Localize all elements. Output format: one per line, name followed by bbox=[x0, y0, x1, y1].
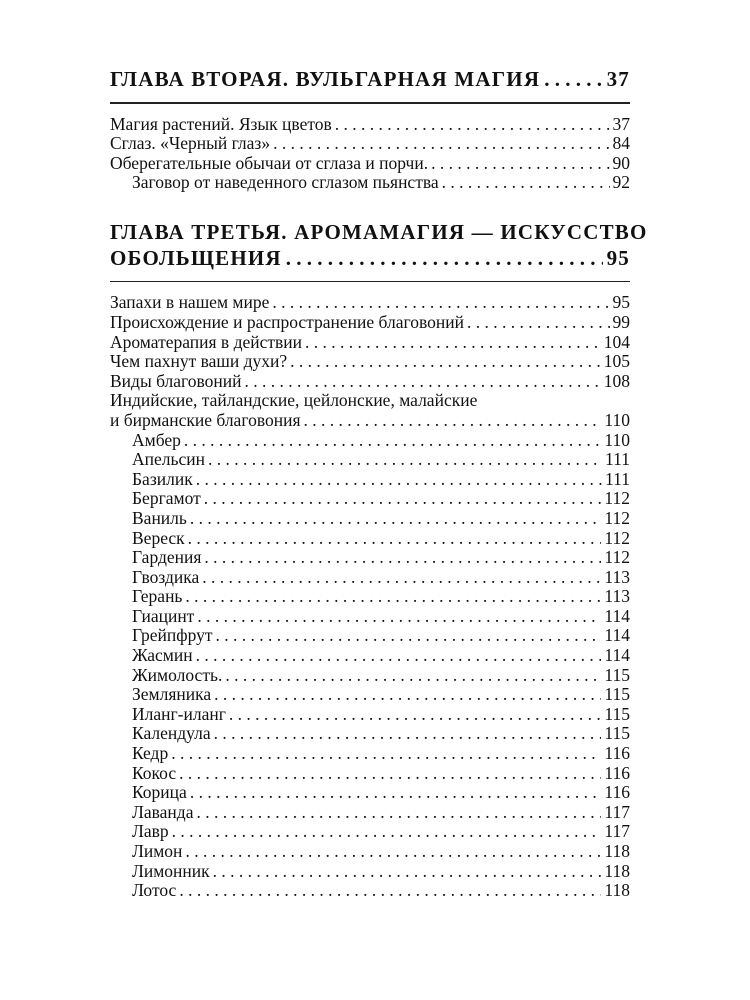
entry-page-number: 115 bbox=[604, 664, 630, 685]
dot-leader bbox=[335, 115, 610, 135]
entry-page-number: 104 bbox=[603, 331, 630, 352]
entry-title: Жимолость. bbox=[132, 664, 223, 685]
dot-leader bbox=[216, 626, 602, 646]
dot-leader bbox=[190, 783, 602, 803]
entry-title: Лаванда bbox=[132, 801, 194, 822]
dot-leader bbox=[431, 154, 609, 174]
toc-subentry bbox=[110, 470, 630, 490]
toc-subentry bbox=[110, 764, 630, 784]
entry-title: Лимон bbox=[132, 841, 183, 861]
dot-leader bbox=[286, 245, 603, 271]
entry-title: Ваниль bbox=[132, 507, 187, 528]
entry-page-number: 118 bbox=[604, 860, 630, 881]
toc-subentry bbox=[110, 822, 630, 842]
entry-page-number: 37 bbox=[612, 113, 630, 134]
toc-entry bbox=[110, 313, 630, 333]
chapter-heading-line bbox=[110, 219, 648, 245]
entry-title: Иланг-иланг bbox=[132, 703, 226, 724]
entry-page-number: 114 bbox=[604, 625, 630, 646]
toc-subentry bbox=[110, 685, 630, 705]
dot-leader bbox=[204, 548, 601, 568]
toc-subentry bbox=[110, 744, 630, 764]
entry-page-number: 115 bbox=[604, 684, 630, 705]
dot-leader bbox=[272, 293, 609, 313]
entry-title: Ароматерапия в действии bbox=[110, 331, 303, 352]
dot-leader bbox=[214, 685, 601, 705]
dot-leader bbox=[196, 470, 602, 490]
entry-page-number: 112 bbox=[604, 547, 630, 568]
entry-page-number: 118 bbox=[604, 841, 630, 861]
toc-subentry bbox=[110, 548, 630, 568]
dot-leader bbox=[208, 450, 602, 470]
chapter-divider bbox=[110, 281, 630, 283]
entry-page-number: 110 bbox=[604, 429, 630, 450]
entry-title: Сглаз. «Черный глаз» bbox=[110, 133, 271, 154]
entry-title: Апельсин bbox=[132, 449, 205, 470]
toc-subentry bbox=[110, 842, 630, 862]
chapter-page-number: 95 bbox=[606, 245, 630, 270]
entry-page-number: 116 bbox=[604, 743, 630, 764]
entry-title: Жасмин bbox=[132, 645, 193, 666]
toc-entry bbox=[110, 372, 630, 392]
entry-title: Происхождение и распространение благовоний bbox=[110, 311, 464, 332]
entry-title: Базилик bbox=[132, 468, 193, 489]
toc-subentry bbox=[110, 587, 630, 607]
chapter-title: ГЛАВА ТРЕТЬЯ. АРОМАМАГИЯ — ИСКУССТВО bbox=[110, 219, 648, 244]
dot-leader bbox=[229, 705, 601, 725]
entry-title: Гардения bbox=[132, 547, 202, 568]
dot-leader bbox=[185, 587, 601, 607]
entry-title: Гвоздика bbox=[132, 566, 200, 587]
toc-entry bbox=[110, 293, 630, 313]
toc-subentry bbox=[110, 783, 630, 803]
entry-page-number: 118 bbox=[604, 880, 630, 901]
toc-subentry bbox=[110, 881, 630, 901]
toc-subentry bbox=[110, 724, 630, 744]
entry-page-number: 113 bbox=[604, 566, 630, 587]
dot-leader bbox=[213, 862, 602, 882]
dot-leader bbox=[304, 411, 602, 431]
chapter-page-number: 37 bbox=[606, 67, 630, 91]
entry-page-number: 95 bbox=[612, 292, 630, 313]
chapter-heading-line bbox=[110, 245, 630, 271]
entry-title: Бергамот bbox=[132, 488, 201, 509]
toc-subentry bbox=[110, 626, 630, 646]
dot-leader bbox=[245, 372, 601, 392]
entry-page-number: 111 bbox=[605, 468, 630, 489]
entry-page-number: 108 bbox=[603, 370, 630, 391]
entry-title: Чем пахнут ваши духи? bbox=[110, 351, 288, 372]
dot-leader bbox=[185, 842, 601, 862]
entry-title: и бирманские благовония bbox=[110, 409, 301, 430]
entry-title-first-line: Индийские, тайландские, цейлонские, малайские bbox=[110, 390, 478, 411]
entry-title: Герань bbox=[132, 586, 183, 607]
entry-page-number: 112 bbox=[604, 527, 630, 548]
table-of-contents bbox=[110, 66, 648, 901]
toc-entry-wrapped bbox=[110, 391, 630, 411]
entry-title: Корица bbox=[132, 782, 187, 803]
entry-page-number: 112 bbox=[604, 488, 630, 509]
entry-title: Лимонник bbox=[132, 860, 210, 881]
dot-leader bbox=[196, 803, 601, 823]
dot-leader bbox=[442, 173, 610, 193]
toc-subentry bbox=[110, 431, 630, 451]
entry-title: Календула bbox=[132, 723, 211, 744]
entry-page-number: 99 bbox=[612, 311, 630, 332]
entry-page-number: 112 bbox=[604, 507, 630, 528]
dot-leader bbox=[196, 646, 602, 666]
entry-title: Лотос bbox=[132, 880, 177, 901]
entry-page-number: 115 bbox=[604, 723, 630, 744]
entry-page-number: 84 bbox=[612, 133, 630, 154]
entry-title: Лавр bbox=[132, 821, 169, 842]
entry-page-number: 92 bbox=[612, 172, 630, 193]
dot-leader bbox=[202, 568, 601, 588]
dot-leader bbox=[214, 724, 602, 744]
toc-entry bbox=[110, 154, 630, 174]
entry-title: Виды благовоний bbox=[110, 370, 242, 391]
dot-leader bbox=[179, 881, 601, 901]
toc-subentry bbox=[110, 529, 630, 549]
entry-title: Гиацинт bbox=[132, 605, 195, 626]
entry-page-number: 90 bbox=[612, 152, 630, 173]
toc-entry bbox=[110, 134, 630, 154]
dot-leader bbox=[197, 607, 601, 627]
chapter-title: ГЛАВА ВТОРАЯ. ВУЛЬГАРНАЯ МАГИЯ bbox=[110, 67, 541, 91]
entry-title: Вереск bbox=[132, 527, 185, 548]
entry-page-number: 117 bbox=[604, 801, 630, 822]
chapter-divider bbox=[110, 102, 630, 104]
chapter-section bbox=[110, 66, 630, 193]
entry-page-number: 117 bbox=[604, 821, 630, 842]
entry-title: Заговор от наведенного сглазом пьянства bbox=[132, 172, 439, 193]
dot-leader bbox=[184, 431, 601, 451]
dot-leader bbox=[172, 822, 602, 842]
dot-leader bbox=[290, 352, 601, 372]
toc-subentry bbox=[110, 705, 630, 725]
entry-title: Земляника bbox=[132, 684, 212, 705]
entry-title: Запахи в нашем мире bbox=[110, 292, 270, 313]
toc-entry bbox=[110, 115, 630, 135]
toc-subentry bbox=[110, 803, 630, 823]
dot-leader bbox=[204, 489, 602, 509]
toc-entry bbox=[110, 411, 630, 431]
dot-leader bbox=[305, 333, 601, 353]
chapter-heading-line bbox=[110, 66, 630, 92]
entry-title: Грейпфрут bbox=[132, 625, 213, 646]
toc-subentry bbox=[110, 173, 630, 193]
entry-title: Магия растений. Язык цветов bbox=[110, 113, 332, 134]
entry-title: Оберегательные обычаи от сглаза и порчи. bbox=[110, 152, 429, 173]
entry-title: Амбер bbox=[132, 429, 181, 450]
entry-page-number: 111 bbox=[605, 449, 630, 470]
dot-leader bbox=[190, 509, 602, 529]
toc-subentry bbox=[110, 489, 630, 509]
chapter-title: ОБОЛЬЩЕНИЯ bbox=[110, 245, 282, 270]
dot-leader bbox=[544, 66, 602, 92]
toc-subentry bbox=[110, 607, 630, 627]
toc-subentry bbox=[110, 568, 630, 588]
dot-leader bbox=[171, 744, 601, 764]
entry-page-number: 114 bbox=[604, 605, 630, 626]
dot-leader bbox=[225, 666, 601, 686]
dot-leader bbox=[467, 313, 610, 333]
toc-subentry bbox=[110, 862, 630, 882]
entry-page-number: 114 bbox=[604, 645, 630, 666]
toc-subentry bbox=[110, 646, 630, 666]
entry-page-number: 115 bbox=[604, 703, 630, 724]
entry-page-number: 110 bbox=[604, 409, 630, 430]
toc-entry bbox=[110, 352, 630, 372]
entry-title: Кедр bbox=[132, 743, 169, 764]
entry-page-number: 116 bbox=[604, 782, 630, 803]
toc-subentry bbox=[110, 666, 630, 686]
toc-subentry bbox=[110, 450, 630, 470]
entry-title: Кокос bbox=[132, 762, 177, 783]
entry-page-number: 116 bbox=[604, 762, 630, 783]
dot-leader bbox=[273, 134, 609, 154]
toc-entry bbox=[110, 333, 630, 353]
dot-leader bbox=[179, 764, 601, 784]
chapter-section bbox=[110, 219, 648, 901]
entry-page-number: 105 bbox=[603, 351, 630, 372]
dot-leader bbox=[188, 529, 602, 549]
toc-subentry bbox=[110, 509, 630, 529]
entry-page-number: 113 bbox=[604, 586, 630, 607]
